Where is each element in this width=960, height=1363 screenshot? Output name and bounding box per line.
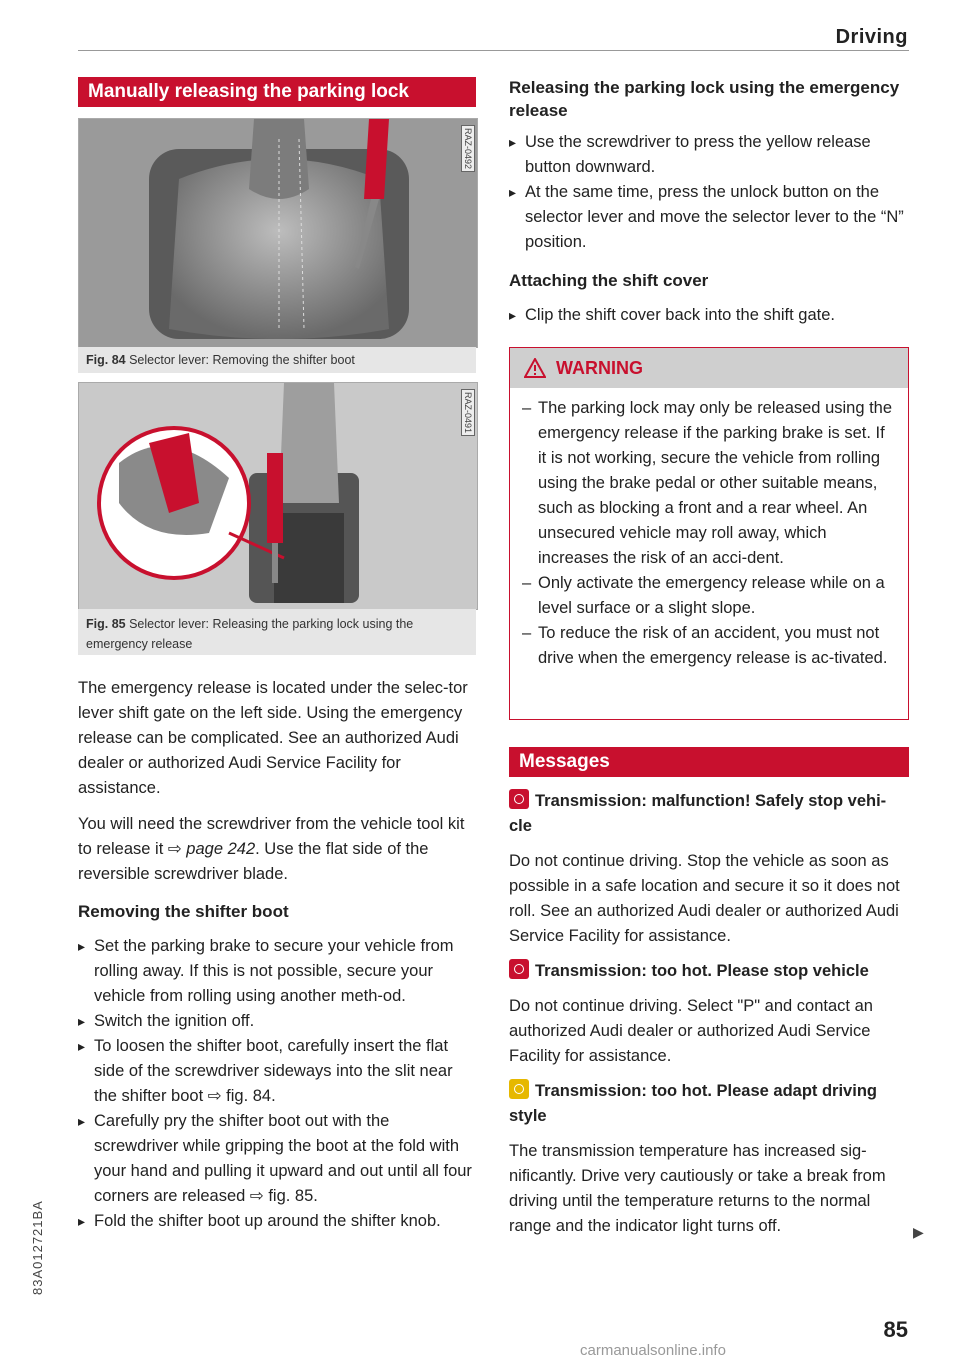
page-number: 85 [883, 1317, 908, 1342]
figure-85-caption [78, 609, 476, 655]
messages-title: Messages [519, 751, 610, 772]
para2-pre: You will need the screwdriver from the vehicle tool kit to release it [78, 815, 465, 858]
list-item: – To reduce the risk of an accident, you must not drive when the emergency release is ac-tivated. [510, 621, 896, 671]
warning-triangle-icon [524, 358, 546, 378]
figure-85-label: Fig. 85 [86, 617, 126, 631]
warning-label: WARNING [556, 357, 643, 378]
message-2-body: Do not continue driving. Select "P" and contact an authorized Audi dealer or authorized Audi Service Facility for assistance. [509, 997, 873, 1065]
document-code: 83A012721BA [30, 1200, 45, 1295]
continue-arrow-icon: ▶ [913, 1224, 924, 1240]
left-body [78, 676, 478, 1234]
messages-bar [509, 747, 909, 777]
figure-84-caption-text: Selector lever: Removing the shifter boot [129, 353, 355, 367]
watermark: carmanualsonline.info [580, 1342, 726, 1359]
right-top [509, 76, 909, 328]
figure-85-image [78, 382, 478, 610]
message-1-body: Do not continue driving. Stop the vehicle as soon as possible in a safe location and secure it so it does not roll. See an authorized Audi dealer or authorized Audi Service Facility for assistance. [509, 852, 900, 945]
list-item: ▸ Clip the shift cover back into the shift gate. [509, 303, 909, 328]
heading-removing-boot: Removing the shifter boot [78, 902, 289, 921]
section-title: Manually releasing the parking lock [88, 81, 409, 102]
header-rule [78, 50, 909, 51]
figure-85-id: RAZ-0491 [461, 389, 475, 436]
message-3-title-text: Transmission: too hot. Please adapt driving style [509, 1082, 877, 1125]
list-item: – Only activate the emergency release while on a level surface or a slight slope. [510, 571, 896, 621]
warning-box [509, 347, 909, 720]
list-item: ▸ Use the screwdriver to press the yellow release button downward. [509, 130, 909, 180]
message-3-title [509, 1079, 909, 1129]
message-1-title-text: Transmission: malfunction! Safely stop vehi-cle [509, 792, 887, 835]
messages-content [509, 789, 909, 1239]
paragraph-location: The emergency release is located under the selec-tor lever shift gate on the left side. Using the emergency release can be complicated. See an authorized Audi dealer or authorized Audi Service Facility for assistance. [78, 679, 468, 797]
figure-84-id: RAZ-0492 [461, 125, 475, 172]
heading-attaching: Attaching the shift cover [509, 271, 709, 290]
message-1-title [509, 789, 909, 839]
transmission-yellow-icon [509, 1079, 529, 1099]
removing-steps-list [78, 934, 478, 1234]
paragraph-screwdriver [78, 812, 478, 887]
warning-list [510, 388, 908, 671]
list-item: ▸ At the same time, press the unlock button on the selector lever and move the selector lever to the “N” position. [509, 180, 909, 255]
list-item: ▸ Carefully pry the shifter boot out with the screwdriver while gripping the boot at the fold with your hand and pulling it upward and out until all four corners are released ⇨ fig. 85. [78, 1109, 478, 1209]
shifter-boot-illustration [79, 119, 477, 347]
running-head: Driving [835, 26, 908, 48]
transmission-red-icon [509, 959, 529, 979]
transmission-red-icon [509, 789, 529, 809]
figure-85-caption-text: Selector lever: Releasing the parking lock using the emergency release [86, 617, 414, 651]
para2-post: . Use the flat side of the reversible screwdriver blade. [78, 840, 429, 883]
page-242-link[interactable]: ⇨ page 242 [167, 840, 256, 858]
list-item: ▸ Set the parking brake to secure your vehicle from rolling away. If this is not possible, secure your vehicle from rolling using another meth-od. [78, 934, 478, 1009]
message-2-title-text: Transmission: too hot. Please stop vehicle [535, 962, 869, 980]
figure-84-caption [78, 347, 476, 373]
attach-steps-list [509, 303, 909, 328]
message-2-title [509, 959, 909, 984]
warning-header [510, 348, 908, 388]
heading-releasing: Releasing the parking lock using the emergency release [509, 78, 900, 120]
list-item: – The parking lock may only be released using the emergency release if the parking brake is set. If it is not working, secure the vehicle from rolling using the brake pedal or other suitable means, such as blocking a front and a rear wheel. An unsecured vehicle may roll away, which increases the risk of an acci-dent. [510, 396, 896, 571]
figure-84-label: Fig. 84 [86, 353, 126, 367]
list-item: ▸ Fold the shifter boot up around the shifter knob. [78, 1209, 478, 1234]
figure-84-image [78, 118, 478, 348]
release-steps-list [509, 130, 909, 255]
message-3-body: The transmission temperature has increased sig-nificantly. Drive very cautiously or take a break from driving until the temperature returns to the normal range and the indicator light turns off. [509, 1142, 886, 1235]
list-item: ▸ Switch the ignition off. [78, 1009, 478, 1034]
emergency-release-illustration [79, 383, 477, 609]
section-title-bar [78, 77, 476, 107]
list-item: ▸ To loosen the shifter boot, carefully insert the flat side of the screwdriver sideways into the slit near the shifter boot ⇨ fig. 84. [78, 1034, 478, 1109]
